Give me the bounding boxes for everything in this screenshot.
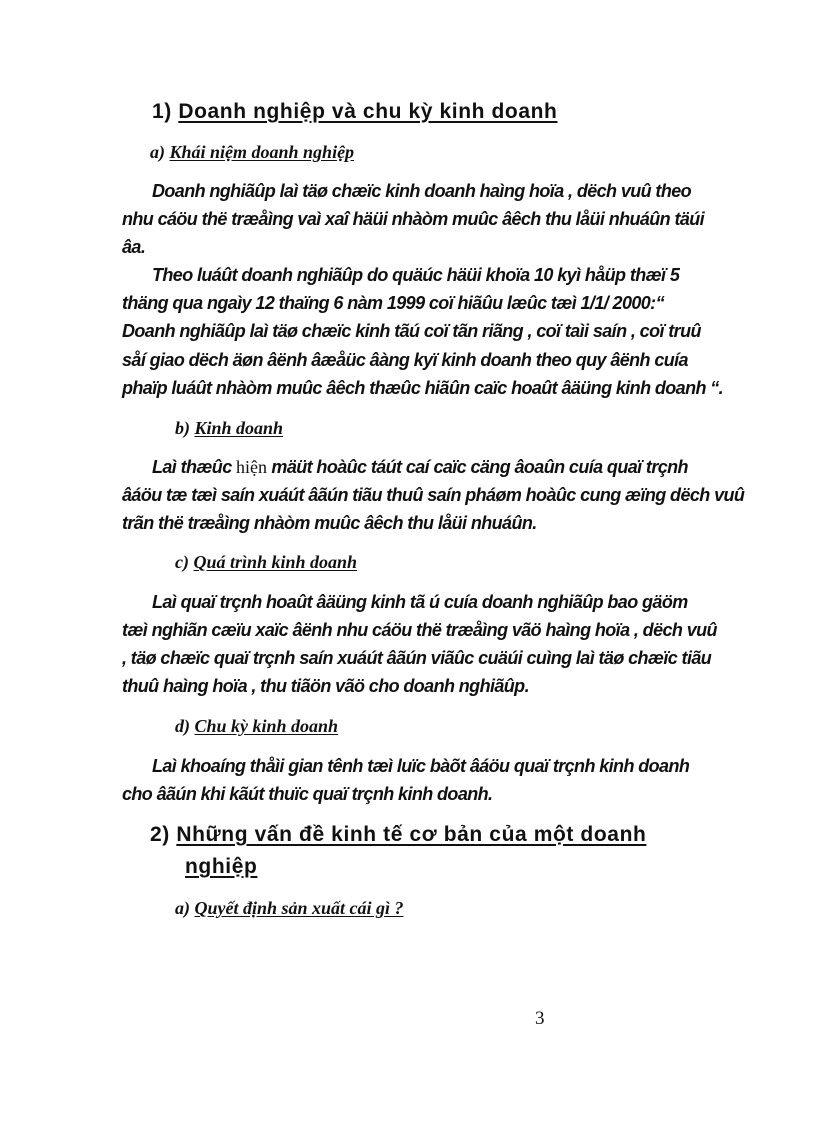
paragraph-line: Laì khoaíng thåìi gian tênh tæì luïc bàõt âáöu quaï trçnh kinh doanh xyxy=(152,756,690,776)
subsection-c-marker: c) xyxy=(175,552,189,572)
subsection-2a-marker: a) xyxy=(175,898,190,918)
paragraph-line: nhu cáöu thë træåìng vaì xaî häüi nhàòm muûc âêch thu låüi nhuáûn täúi xyxy=(122,209,705,229)
section-2-heading-continued xyxy=(185,855,257,879)
subsection-b-title: Kinh doanh xyxy=(194,418,284,438)
paragraph-line xyxy=(152,457,688,478)
subsection-2a-heading xyxy=(175,898,404,919)
paragraph-line: trãn thë træåìng nhàòm muûc âêch thu låüi nhuáûn. xyxy=(122,513,537,533)
paragraph-line: âa. xyxy=(122,237,146,257)
paragraph-line: thuû haìng hoïa , thu tiãön vãö cho doanh nghiãûp. xyxy=(122,676,529,696)
paragraph-line: Doanh nghiãûp laì täø chæïc kinh tãú coï tãn riãng , coï taìi saín , coï truû xyxy=(122,321,701,341)
section-1-number: 1) xyxy=(152,100,172,123)
subsection-c-title: Quá trình kinh doanh xyxy=(193,552,358,572)
line-segment: Laì thæûc xyxy=(152,457,232,477)
section-2-title-line2: nghiệp xyxy=(185,855,258,878)
paragraph-line: cho âãún khi kãút thuïc quaï trçnh kinh doanh. xyxy=(122,784,493,804)
paragraph-line: tæì nghiãn cæïu xaïc âënh nhu cáöu thë træåìng vãö haìng hoïa , dëch vuû xyxy=(122,620,717,640)
paragraph-line: , täø chæïc quaï trçnh saín xuáút âãún viãûc cuäúi cuìng laì täø chæïc tiãu xyxy=(122,648,712,668)
subsection-c-heading xyxy=(175,552,357,573)
line-segment: mäüt hoàûc táút caí caïc cäng âoaûn cuía quaï trçnh xyxy=(271,457,688,477)
page-number: 3 xyxy=(535,1008,545,1029)
paragraph-line: Theo luáût doanh nghiãûp do quäúc häüi khoïa 10 kyì håüp thæï 5 xyxy=(152,265,680,285)
subsection-a-title: Khái niệm doanh nghiệp xyxy=(169,142,355,162)
subsection-d-title: Chu kỳ kinh doanh xyxy=(194,716,339,736)
subsection-b-heading xyxy=(175,418,283,439)
subsection-b-marker: b) xyxy=(175,418,190,438)
paragraph-line: såí giao dëch äøn âënh âæåüc âàng kyï kinh doanh theo quy âënh cuía xyxy=(122,350,688,370)
subsection-d-marker: d) xyxy=(175,716,190,736)
subsection-a-marker: a) xyxy=(150,142,165,162)
section-2-number: 2) xyxy=(150,823,170,846)
subsection-a-heading xyxy=(150,142,354,163)
subsection-d-heading xyxy=(175,716,338,737)
paragraph-line: Doanh nghiãûp laì täø chæïc kinh doanh haìng hoïa , dëch vuû theo xyxy=(152,181,692,201)
paragraph-line: âáöu tæ tæì saín xuáút âãún tiãu thuû saín pháøm hoàûc cung æïng dëch vuû xyxy=(122,485,745,505)
section-2-title-line1: Những vấn đề kinh tế cơ bản của một doanh xyxy=(176,823,647,846)
line-segment-serif: hiện xyxy=(236,457,268,477)
paragraph-line: thäng qua ngaìy 12 thaïng 6 nàm 1999 coï hiãûu læûc tæì 1/1/ 2000:“ xyxy=(122,293,664,313)
paragraph-line: phaïp luáût nhàòm muûc âêch thæûc hiãûn caïc hoaût âäüng kinh doanh “. xyxy=(122,378,724,398)
section-1-title: Doanh nghiệp và chu kỳ kinh doanh xyxy=(178,100,558,123)
paragraph-line: Laì quaï trçnh hoaût âäüng kinh tã ú cuía doanh nghiãûp bao gäöm xyxy=(152,592,688,612)
section-2-heading xyxy=(150,823,646,847)
section-1-heading xyxy=(152,100,557,124)
subsection-2a-title: Quyết định sản xuất cái gì ? xyxy=(194,898,404,918)
